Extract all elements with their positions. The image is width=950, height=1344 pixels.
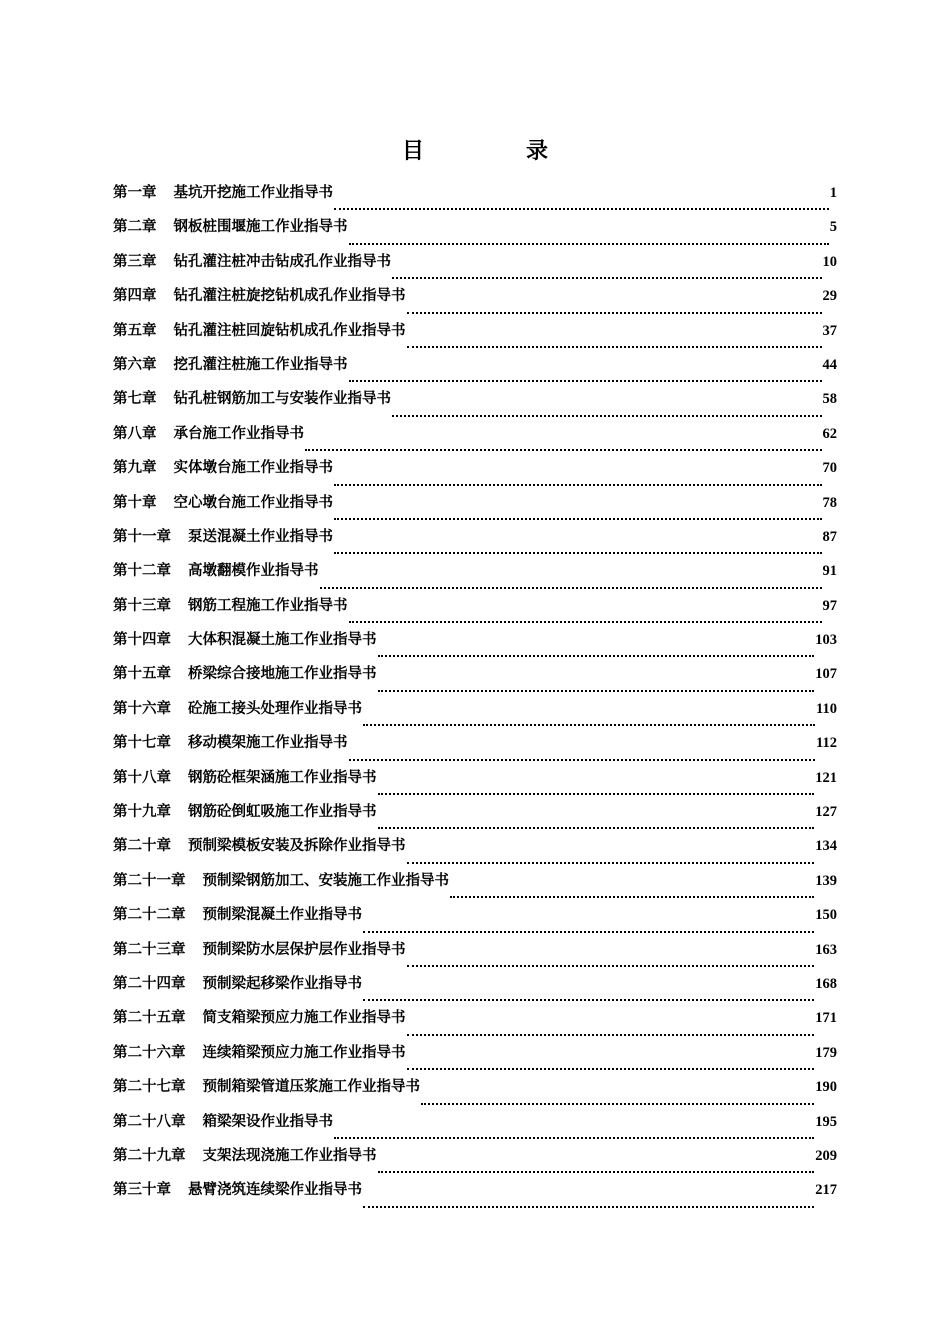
toc-chapter-number: 第二十九章 (113, 1146, 186, 1164)
toc-page-number: 150 (815, 907, 837, 924)
toc-chapter-title: 钢板桩围堰施工作业指导书 (173, 218, 348, 236)
toc-dot-leader (334, 484, 822, 486)
toc-chapter-number: 第二十六章 (113, 1043, 186, 1061)
toc-chapter-title: 支架法现浇施工作业指导书 (202, 1146, 377, 1164)
toc-dot-leader (363, 999, 814, 1001)
toc-entry[interactable] (113, 628, 837, 662)
toc-chapter-title: 箱梁架设作业指导书 (202, 1112, 333, 1130)
toc-chapter-title: 悬臂浇筑连续梁作业指导书 (188, 1181, 362, 1199)
toc-entry[interactable] (113, 594, 837, 628)
toc-entry[interactable] (113, 766, 837, 800)
toc-chapter-title: 钢筋砼倒虹吸施工作业指导书 (188, 803, 377, 821)
toc-entry[interactable] (113, 422, 837, 456)
toc-page-number: 44 (822, 356, 837, 373)
toc-chapter-title: 高墩翻模作业指导书 (188, 562, 319, 580)
toc-dot-leader (363, 931, 814, 933)
toc-entry[interactable] (113, 1178, 837, 1212)
toc-page-number: 134 (815, 838, 837, 855)
toc-chapter-number: 第十七章 (113, 734, 171, 752)
toc-page-number: 37 (822, 322, 837, 339)
toc-entry[interactable] (113, 697, 837, 731)
toc-page-number: 209 (815, 1147, 837, 1164)
toc-page-number: 171 (815, 1010, 837, 1027)
toc-chapter-number: 第七章 (113, 390, 157, 408)
toc-entry[interactable] (113, 869, 837, 903)
toc-page-number: 78 (822, 494, 837, 511)
toc-chapter-number: 第十章 (113, 493, 157, 511)
toc-chapter-number: 第三十章 (113, 1181, 171, 1199)
toc-chapter-title: 钻孔灌注桩回旋钻机成孔作业指导书 (173, 321, 406, 339)
toc-chapter-title: 承台施工作业指导书 (173, 424, 304, 442)
toc-page-number: 168 (815, 975, 837, 992)
toc-page-number: 195 (815, 1113, 837, 1130)
toc-page-number: 58 (822, 391, 837, 408)
toc-chapter-title: 实体墩台施工作业指导书 (173, 459, 333, 477)
toc-entry[interactable] (113, 662, 837, 696)
toc-chapter-number: 第二十五章 (113, 1009, 186, 1027)
toc-dot-leader (378, 690, 815, 692)
toc-chapter-number: 第二十三章 (113, 940, 186, 958)
toc-entry[interactable] (113, 1110, 837, 1144)
toc-chapter-number: 第十六章 (113, 699, 171, 717)
toc-page-number: 112 (816, 735, 837, 752)
toc-page-number: 190 (815, 1079, 837, 1096)
toc-chapter-title: 预制箱梁管道压浆施工作业指导书 (202, 1078, 420, 1096)
toc-chapter-title: 挖孔灌注桩施工作业指导书 (173, 355, 348, 373)
toc-page-number: 70 (822, 460, 837, 477)
toc-dot-leader (407, 346, 822, 348)
toc-dot-leader (392, 415, 822, 417)
toc-entry[interactable] (113, 559, 837, 593)
toc-dot-leader (407, 965, 815, 967)
toc-entry[interactable] (113, 1144, 837, 1178)
toc-dot-leader (407, 312, 822, 314)
toc-chapter-title: 预制梁起移梁作业指导书 (202, 974, 362, 992)
toc-page-number: 110 (816, 700, 837, 717)
toc-dot-leader (305, 449, 822, 451)
toc-chapter-number: 第十二章 (113, 562, 171, 580)
toc-entry[interactable] (113, 525, 837, 559)
toc-chapter-title: 钢筋砼框架涵施工作业指导书 (188, 768, 377, 786)
toc-dot-leader (349, 621, 822, 623)
toc-dot-leader (407, 862, 815, 864)
toc-chapter-number: 第二十二章 (113, 906, 186, 924)
toc-chapter-title: 预制梁混凝土作业指导书 (202, 906, 362, 924)
toc-dot-leader (378, 1171, 815, 1173)
toc-dot-leader (421, 1103, 814, 1105)
toc-chapter-title: 简支箱梁预应力施工作业指导书 (202, 1009, 406, 1027)
toc-chapter-number: 第二十七章 (113, 1078, 186, 1096)
toc-page-number: 121 (815, 769, 837, 786)
toc-entry[interactable] (113, 353, 837, 387)
toc-dot-leader (320, 587, 822, 589)
toc-chapter-title: 钻孔桩钢筋加工与安装作业指导书 (173, 390, 391, 408)
toc-chapter-number: 第一章 (113, 184, 157, 201)
toc-chapter-title: 桥梁综合接地施工作业指导书 (188, 665, 377, 683)
toc-entry[interactable] (113, 1075, 837, 1109)
toc-chapter-title: 砼施工接头处理作业指导书 (188, 699, 362, 717)
toc-chapter-number: 第四章 (113, 287, 157, 305)
toc-entry[interactable] (113, 181, 837, 215)
toc-chapter-number: 第十九章 (113, 803, 171, 821)
toc-entry[interactable] (113, 800, 837, 834)
toc-page-number: 87 (822, 528, 837, 545)
toc-dot-leader (378, 827, 815, 829)
toc-chapter-number: 第十五章 (113, 665, 171, 683)
toc-chapter-number: 第八章 (113, 424, 157, 442)
toc-page-number: 127 (815, 804, 837, 821)
toc-page-number: 5 (829, 219, 837, 236)
toc-page-number: 163 (815, 941, 837, 958)
toc-dot-leader (450, 896, 814, 898)
toc-page-number: 107 (815, 666, 837, 683)
toc-chapter-title: 钻孔灌注桩旋挖钻机成孔作业指导书 (173, 287, 406, 305)
toc-chapter-number: 第二十四章 (113, 974, 186, 992)
toc-heading: 目 录 (401, 138, 588, 164)
toc-chapter-title: 预制梁防水层保护层作业指导书 (202, 940, 406, 958)
toc-page-number: 1 (829, 185, 837, 201)
toc-dot-leader (349, 759, 816, 761)
toc-chapter-title: 泵送混凝土作业指导书 (188, 527, 333, 545)
toc-page-number: 217 (815, 1182, 837, 1199)
toc-entry[interactable] (113, 1041, 837, 1075)
toc-dot-leader (363, 724, 815, 726)
toc-page-number: 62 (822, 425, 837, 442)
toc-chapter-title: 移动模架施工作业指导书 (188, 734, 348, 752)
toc-chapter-title: 钻孔灌注桩冲击钻成孔作业指导书 (173, 252, 391, 270)
toc-dot-leader (349, 243, 829, 245)
toc-entry[interactable] (113, 215, 837, 249)
toc-chapter-number: 第五章 (113, 321, 157, 339)
toc-dot-leader (334, 1137, 814, 1139)
toc-dot-leader (407, 1068, 815, 1070)
toc-chapter-title: 空心墩台施工作业指导书 (173, 493, 333, 511)
toc-chapter-number: 第九章 (113, 459, 157, 477)
toc-entry[interactable] (113, 456, 837, 490)
toc-page-number: 103 (815, 632, 837, 649)
toc-dot-leader (334, 552, 822, 554)
toc-dot-leader (334, 518, 822, 520)
toc-entry[interactable] (113, 284, 837, 318)
toc-chapter-title: 预制梁模板安装及拆除作业指导书 (188, 837, 406, 855)
toc-dot-leader (378, 655, 815, 657)
toc-page-number: 97 (822, 597, 837, 614)
toc-entry[interactable] (113, 903, 837, 937)
toc-chapter-number: 第六章 (113, 355, 157, 373)
toc-entry[interactable] (113, 731, 837, 765)
toc-dot-leader (378, 793, 815, 795)
toc-entry[interactable] (113, 938, 837, 972)
toc-entry[interactable] (113, 972, 837, 1006)
toc-chapter-number: 第十一章 (113, 527, 171, 545)
toc-chapter-title: 钢筋工程施工作业指导书 (188, 596, 348, 614)
toc-entry[interactable] (113, 491, 837, 525)
toc-dot-leader (334, 208, 829, 210)
toc-chapter-number: 第三章 (113, 252, 157, 270)
toc-entry[interactable] (113, 834, 837, 868)
toc-chapter-title: 基坑开挖施工作业指导书 (173, 184, 333, 201)
toc-page-number: 91 (822, 563, 837, 580)
table-of-contents (113, 181, 837, 1213)
toc-chapter-number: 第十八章 (113, 768, 171, 786)
toc-entry[interactable] (113, 387, 837, 421)
toc-chapter-number: 第十四章 (113, 631, 171, 649)
toc-chapter-number: 第二章 (113, 218, 157, 236)
toc-entry[interactable] (113, 250, 837, 284)
toc-dot-leader (392, 277, 822, 279)
toc-page-number: 29 (822, 288, 837, 305)
toc-chapter-number: 第十三章 (113, 596, 171, 614)
toc-page-number: 139 (815, 872, 837, 889)
toc-chapter-number: 第二十章 (113, 837, 171, 855)
toc-chapter-title: 预制梁钢筋加工、安装施工作业指导书 (202, 871, 449, 889)
toc-page-number: 10 (822, 253, 837, 270)
toc-chapter-title: 大体积混凝土施工作业指导书 (188, 631, 377, 649)
toc-chapter-title: 连续箱梁预应力施工作业指导书 (202, 1043, 406, 1061)
toc-dot-leader (349, 380, 822, 382)
toc-chapter-number: 第二十一章 (113, 871, 186, 889)
toc-page-number: 179 (815, 1044, 837, 1061)
toc-entry[interactable] (113, 319, 837, 353)
toc-entry[interactable] (113, 1006, 837, 1040)
toc-chapter-number: 第二十八章 (113, 1112, 186, 1130)
toc-dot-leader (407, 1034, 815, 1036)
toc-dot-leader (363, 1206, 814, 1208)
